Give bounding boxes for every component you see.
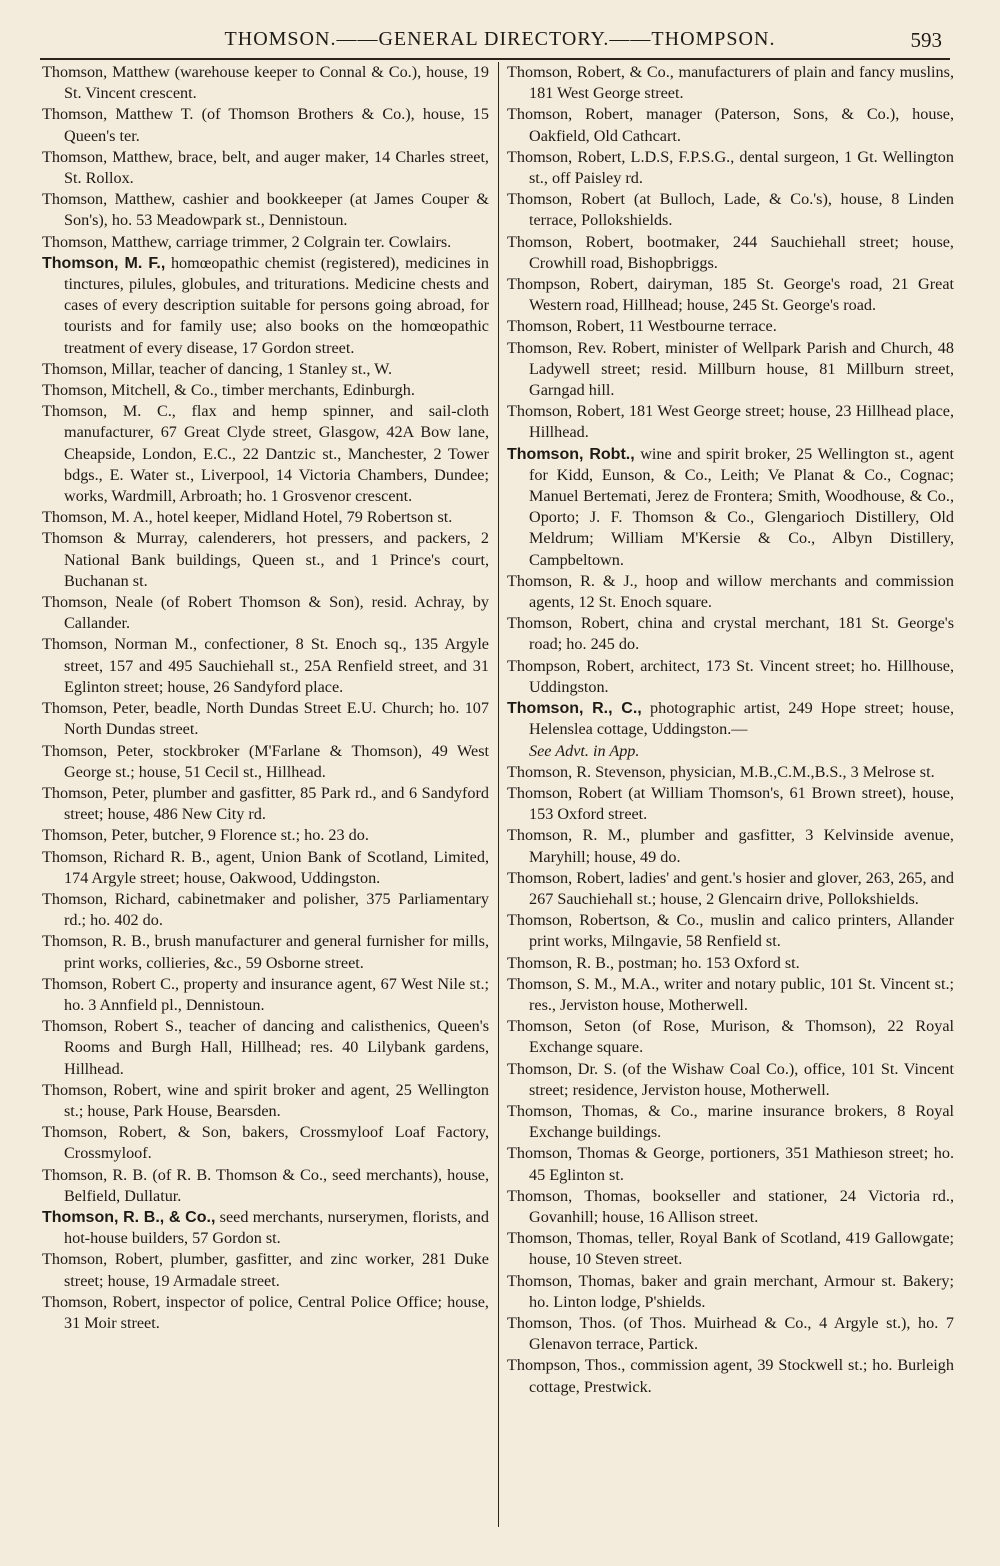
directory-entry [42,931,489,973]
entry-name: Thomson, Seton [507,1017,621,1036]
entry-name: Thomson, M. C., [42,402,176,421]
right-column [507,62,954,1552]
entry-details: confectioner, 8 St. Enoch sq., 135 Argyle street, 157 and 495 Sauchiehall st., 25A Renfield street, and 31 Eglinton street; house, 26 Sandyford place. [64,635,489,696]
directory-entry [42,507,489,528]
entry-details: writer and notary public, 101 St. Vincent st.; res., Jerviston house, Motherwell. [529,974,954,1014]
entry-name: Thomson, Robert, [507,402,625,421]
entry-details: cabinetmaker and polisher, 375 Parliamentary rd.; ho. 402 do. [64,889,489,930]
entry-details: 11 Westbourne terrace. [624,317,777,336]
entry-details: plumber, gasfitter, and zinc worker, 281 Duke street; house, 19 Armadale street. [64,1250,489,1290]
entry-name: Thomson, Thomas, [507,1229,633,1248]
entry-details: (at William Thomson's, 61 Brown street), house, 153 Oxford street. [529,783,954,824]
directory-entry [42,380,489,401]
entry-details: (of the Wishaw Coal Co.), office, 101 St. Vincent street; residence, Jerviston house, Motherwell. [529,1059,954,1099]
directory-entry [507,1271,954,1313]
entry-name: Thomson, R. B. [42,1165,148,1184]
advertisement-reference: See Advt. in App. [529,741,640,760]
entry-details: portioners, 351 Mathieson street; ho. 45 Eglinton st. [529,1144,954,1184]
entry-name: Thomson, Thos. [507,1313,616,1332]
entry-name: Thomson, Neale [42,593,153,612]
directory-entry [507,1101,954,1143]
directory-entry [42,1249,489,1291]
entry-details: manager (Paterson, Sons, & Co.), house, Oakfield, Old Cathcart. [529,105,954,145]
entry-name: Thomson, Norman M., [42,635,198,654]
directory-entry [42,1080,489,1122]
entry-name: Thomson, Millar, [42,359,156,378]
directory-entry [507,104,954,146]
entry-details: china and crystal merchant, 181 St. George's road; ho. 245 do. [529,614,954,654]
entry-name: Thomson, Robert S., [42,1017,183,1036]
entry-details: hotel keeper, Midland Hotel, 79 Robertson st. [152,508,453,527]
entry-name: Thomson, Mitchell, & Co., [42,381,218,400]
directory-entry [507,910,954,952]
directory-entry [42,889,489,931]
directory-entry [42,847,489,889]
entry-details: (of Robert Thomson & Son), resid. Achray, by Callander. [64,593,489,633]
entry-details: architect, 173 St. Vincent street; ho. Hillhouse, Uddingston. [529,656,954,696]
page-header [0,28,1000,58]
directory-entry [42,62,489,104]
directory-entry [42,253,489,359]
directory-entry [42,528,489,592]
directory-entry [507,613,954,655]
entry-name: Thomson, Robert, & Son, [42,1123,231,1142]
entry-details: cashier and bookkeeper (at James Couper & Son's), ho. 53 Meadowpark st., Dennistoun. [64,190,489,230]
page-number: 593 [910,28,942,52]
entry-name: Thomson, Thomas, & Co., [507,1101,698,1120]
directory-entry [507,401,954,443]
entry-details: bakers, Crossmyloof Loaf Factory, Crossmyloof. [64,1123,489,1163]
entry-details: brace, belt, and auger maker, 14 Charles street, St. Rollox. [64,147,489,188]
entry-name: Thomson, Robert C., [42,974,180,993]
entry-name: Thomson, Robert, [42,1080,162,1099]
directory-entry [507,825,954,867]
entry-name: Thomson, Matthew T. [42,105,194,124]
entry-name: Thomson, Thomas & George, [507,1144,705,1163]
column-divider [498,62,499,1527]
entry-details: brush manufacturer and general furnisher for mills, print works, collieries, &c., 59 Osborne street. [64,932,489,972]
running-title: THOMSON.——GENERAL DIRECTORY.——THOMPSON. [224,28,776,50]
directory-entry [507,1016,954,1058]
entry-name: Thomson, Matthew [42,63,170,81]
directory-entry [42,825,489,846]
entry-details: butcher, 9 Florence st.; ho. 23 do. [147,826,369,845]
entry-name: Thomson, R. B., & Co., [42,1208,216,1226]
entry-name: Thomson, Rev. Robert, [507,338,660,357]
entry-details: inspector of police, Central Police Office; house, 31 Moir street. [64,1292,489,1332]
directory-entry [507,1186,954,1228]
entry-details: property and insurance agent, 67 West Nile st.; ho. 3 Annfield pl., Dennistoun. [64,974,489,1014]
entry-name: Thomson, Robert, [507,232,634,251]
directory-entry [507,1313,954,1355]
directory-entry [507,274,954,316]
entry-name: Thomson, Robert [507,190,626,209]
entry-details: dairyman, 185 St. George's road, 21 Great Western road, Hillhead; house, 245 St. George's road. [529,275,954,315]
directory-entry [507,1228,954,1270]
entry-name: Thomson, Robert [507,783,623,802]
entry-details: dental surgeon, 1 Gt. Wellington st., off Paisley rd. [529,147,954,188]
entry-details: carriage trimmer, 2 Colgrain ter. Cowlairs. [171,232,452,251]
directory-entry [42,1122,489,1164]
entry-name: Thomson, Matthew, [42,232,172,251]
entry-name: Thomson, Robert, [507,317,625,336]
entry-name: Thomson, Matthew, [42,190,176,209]
directory-entry [507,189,954,231]
directory-entry [507,698,954,762]
entry-name: Thomson, R. & J., [507,571,638,590]
entry-details: calenderers, hot pressers, and packers, 2 National Bank buildings, Queen st., and 1 Prince's court, Buchanan st. [64,529,489,590]
entry-details: muslin and calico printers, Allander print works, Milngavie, 58 Renfield st. [529,911,954,951]
entry-details: (of Thomson Brothers & Co.), house, 15 Queen's ter. [64,105,489,145]
directory-entry [507,1143,954,1185]
entry-name: Thomson, Thomas, [507,1271,635,1290]
entry-details: 181 West George street; house, 23 Hillhead place, Hillhead. [529,402,954,442]
entry-name: Thomson, Robert, [507,614,629,633]
entry-details: teacher of dancing, 1 Stanley st., W. [155,359,393,378]
entry-details: agent, Union Bank of Scotland, Limited, 174 Argyle street; house, Oakwood, Uddingston. [64,847,489,887]
entry-details: (of Rose, Murison, & Thomson), 22 Royal Exchange square. [529,1017,954,1057]
directory-entry [42,359,489,380]
directory-entry [42,104,489,146]
entry-name: Thomson, R. B., [42,932,151,951]
entry-name: Thomson, Peter, [42,741,154,760]
directory-entry [42,401,489,507]
entry-details: timber merchants, Edinburgh. [217,381,415,400]
entry-details: plumber and gasfitter, 85 Park rd., and 6 Sandyford street; house, 486 New City rd. [64,783,489,824]
directory-entry [42,1165,489,1207]
directory-entry [507,656,954,698]
entry-details: seed merchants, nurserymen, florists, and hot-house builders, 57 Gordon st. [64,1207,489,1248]
entry-name: Thomson, Dr. S. [507,1059,617,1078]
entry-details: (of R. B. Thomson & Co., seed merchants), house, Belfield, Dullatur. [64,1165,489,1205]
entry-details: homœopathic chemist (registered), medicines in tinctures, pilules, globules, and triturations. Medicine chests and cases of every description suitable for persons going abroad, for tourists and for family use; also books on the homœopathic treatment of every disease, 17 Gordon street. [64,253,489,357]
entry-name: Thomson, Peter, [42,826,148,845]
directory-entry [507,1355,954,1397]
entry-name: Thomson, Robert, L.D.S, F.P.S.G., [507,147,735,166]
entry-details: postman; ho. 153 Oxford st. [614,953,800,972]
entry-details: marine insurance brokers, 8 Royal Exchange buildings. [529,1101,954,1142]
entry-details: teacher of dancing and calisthenics, Queen's Rooms and Burgh Hall, Hillhead; res. 40 Lilybank gardens, Hillhead. [64,1017,489,1078]
left-column [42,62,489,1552]
directory-entry [42,698,489,740]
directory-entry [507,232,954,274]
header-rule [40,58,950,60]
directory-entry [507,62,954,104]
entry-name: Thomson, R., C., [507,700,642,718]
entry-name: Thomson, Robert, [507,105,634,124]
entry-details: photographic artist, 249 Hope street; house, Helenslea cottage, Uddingston.— [529,699,954,739]
entry-name: Thomson, Robertson, & Co., [507,911,704,930]
entry-details: (at Bulloch, Lade, & Co.'s), house, 8 Linden terrace, Pollokshields. [529,190,954,230]
entry-details: ladies' and gent.'s hosier and glover, 263, 265, and 267 Sauchiehall st.; house, 2 Glencairn drive, Pollokshields. [529,868,954,908]
directory-entry [42,974,489,1016]
directory-entry [507,762,954,783]
entry-details: baker and grain merchant, Armour st. Bakery; ho. Linton lodge, P'shields. [529,1271,954,1311]
directory-entry [42,1207,489,1249]
entry-details: wine and spirit broker, 25 Wellington st., agent for Kidd, Eunson, & Co., Leith; Ve Planat & Co., Cognac; Manuel Bertemati, Jerez de Frontera; Smith, Woodhouse, & Co., Oporto; J. F. Thomson & Co., Glengarioch Distillery, Old Meldrum; William M'Kersie & Co., Albyn Distillery, Campbeltown. [529,444,954,569]
directory-entry [507,1059,954,1101]
directory-entry [42,189,489,231]
directory-entry [42,1292,489,1334]
entry-details: stockbroker (M'Farlane & Thomson), 49 West George st.; house, 51 Cecil st., Hillhead. [64,741,489,781]
entry-name: Thomson, M. F., [42,254,166,272]
entry-name: Thomson, R. M., [507,826,631,845]
entry-name: Thompson, Robert, [507,275,639,294]
entry-name: Thomson, Robert, [42,1292,161,1311]
entry-details: hoop and willow merchants and commission agents, 12 St. Enoch square. [529,571,954,612]
entry-name: Thomson, Thomas, [507,1186,641,1205]
entry-name: Thomson, M. A., [42,508,153,527]
directory-entry [42,783,489,825]
directory-entry [507,316,954,337]
entry-name: Thompson, Thos., [507,1356,626,1375]
directory-entry [42,634,489,698]
entry-name: Thomson, S. M., M.A., [507,974,660,993]
entry-name: Thomson, Matthew, [42,147,173,166]
entry-name: Thomson, Richard R. B., [42,847,211,866]
entry-details: flax and hemp spinner, and sail-cloth manufacturer, 67 Great Clyde street, Glasgow, 42A Bow lane, Cheapside, London, E.C., 22 Dantzic st., Manchester, 2 Tower bdgs., E. Water st., Liverpool, 14 Victoria Chambers, Dundee; works, Wardmill, Arbroath; ho. 1 Grosvenor crescent. [64,402,489,506]
directory-entry [507,147,954,189]
entry-name: Thomson, Robert, [42,1250,163,1269]
directory-entry [507,953,954,974]
entry-details: (of Thos. Muirhead & Co., 4 Argyle st.), ho. 7 Glenavon terrace, Partick. [529,1313,954,1354]
directory-entry [507,974,954,1016]
directory-entry [507,868,954,910]
entry-name: Thomson, Peter, [42,783,149,802]
entry-details: teller, Royal Bank of Scotland, 419 Gallowgate; house, 10 Steven street. [529,1229,954,1269]
entry-details: (warehouse keeper to Connal & Co.), house, 19 St. Vincent crescent. [64,63,489,103]
entry-details: minister of Wellpark Parish and Church, 48 Ladywell street; resid. Millburn house, 81 Millburn street, Garngad hill. [529,338,954,400]
entry-name: Thomson, R. Stevenson, [507,762,666,781]
entry-name: Thompson, Robert, [507,656,635,675]
entry-details: wine and spirit broker and agent, 25 Wellington st.; house, Park House, Bearsden. [64,1080,489,1120]
entry-details: manufacturers of plain and fancy muslins, 181 West George street. [529,63,954,103]
entry-name: Thomson, Peter, [42,699,150,718]
entry-name: Thomson & Murray, [42,529,188,548]
directory-entry [42,592,489,634]
directory-entry [507,338,954,402]
directory-entry [507,783,954,825]
entry-name: Thomson, Robt., [507,445,635,463]
entry-name: Thomson, Robert, & Co., [507,63,674,81]
directory-entry [507,571,954,613]
entry-details: bookseller and stationer, 24 Victoria rd., Govanhill; house, 16 Allison street. [529,1186,954,1226]
entry-details: bootmaker, 244 Sauchiehall street; house, Crowhill road, Bishopbriggs. [529,232,954,272]
entry-details: commission agent, 39 Stockwell st.; ho. Burleigh cottage, Prestwick. [529,1356,954,1396]
directory-entry [42,147,489,189]
entry-name: Thomson, R. B., [507,953,615,972]
directory-entry [507,444,954,571]
entry-details: physician, M.B.,C.M.,B.S., 3 Melrose st. [665,762,935,781]
entry-name: Thomson, Robert, [507,868,625,887]
entry-details: plumber and gasfitter, 3 Kelvinside avenue, Maryhill; house, 49 do. [529,826,954,866]
directory-entry [42,741,489,783]
directory-entry [42,232,489,253]
directory-entry [42,1016,489,1080]
entry-name: Thomson, Richard, [42,889,171,908]
entry-details: beadle, North Dundas Street E.U. Church; ho. 107 North Dundas street. [64,699,489,739]
